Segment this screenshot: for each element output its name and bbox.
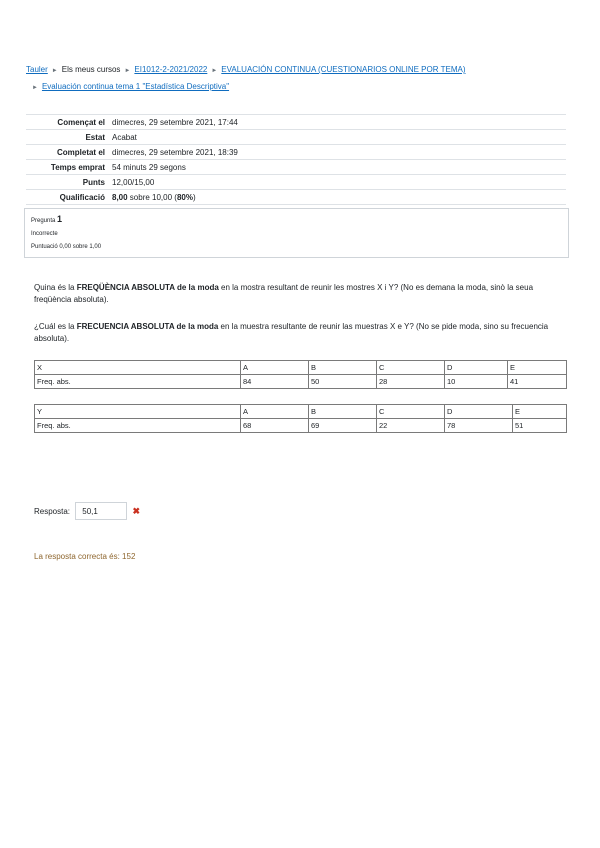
summary-row-time-taken <box>26 160 566 175</box>
table-header-row <box>35 361 567 375</box>
frequency-table-y <box>34 404 567 433</box>
breadcrumb-separator-icon: ► <box>32 85 38 91</box>
table-cell: 50 <box>309 375 377 389</box>
summary-value: dimecres, 29 setembre 2021, 18:39 <box>112 145 566 160</box>
correct-answer-feedback: La resposta correcta és: 152 <box>34 552 136 561</box>
summary-label: Temps emprat <box>26 160 112 175</box>
summary-row-state <box>26 130 566 145</box>
table-cell: 78 <box>445 419 513 433</box>
question-score: Puntuació 0,00 sobre 1,00 <box>31 244 102 250</box>
question-status: Incorrecte <box>31 231 58 237</box>
table-cell: 68 <box>241 419 309 433</box>
frequency-table-x <box>34 360 567 389</box>
table-cell: X <box>35 361 241 375</box>
table-cell: C <box>377 405 445 419</box>
table-row <box>35 419 567 433</box>
table-cell: A <box>241 361 309 375</box>
summary-row-marks <box>26 175 566 190</box>
summary-row-started <box>26 115 566 130</box>
table-cell: Y <box>35 405 241 419</box>
table-cell: D <box>445 361 508 375</box>
summary-value: Acabat <box>112 130 566 145</box>
summary-row-grade <box>26 190 566 205</box>
question-text-catalan <box>34 282 564 305</box>
question-label: Pregunta <box>31 218 56 224</box>
question-number-value: 1 <box>57 214 63 224</box>
answer-input[interactable] <box>75 502 127 520</box>
table-cell: B <box>309 361 377 375</box>
question-text-part: en la muestra resultante de reunir las muestras X e Y? (No se pide moda, sino su frecuencia absoluta). <box>34 322 549 343</box>
table-cell: A <box>241 405 309 419</box>
table-header-row <box>35 405 567 419</box>
summary-value: 54 minuts 29 segons <box>112 160 566 175</box>
breadcrumb-dashboard-link[interactable]: Tauler <box>26 65 48 74</box>
summary-label: Qualificació <box>26 190 112 205</box>
table-cell: Freq. abs. <box>35 419 241 433</box>
table-cell: 51 <box>513 419 567 433</box>
breadcrumb-separator-icon: ► <box>211 68 218 74</box>
table-cell: E <box>508 361 567 375</box>
grade-percent: 80% <box>176 192 193 202</box>
incorrect-x-icon: ✖ <box>132 505 141 516</box>
table-cell: 84 <box>241 375 309 389</box>
summary-grade-value <box>112 190 566 205</box>
summary-label: Punts <box>26 175 112 190</box>
question-number <box>31 213 562 228</box>
table-cell: 41 <box>508 375 567 389</box>
table-cell: D <box>445 405 513 419</box>
table-cell: B <box>309 405 377 419</box>
question-text-part: en la mostra resultant de reunir les mostres X i Y? (No es demana la moda, sinò la seua freqüència absoluta). <box>34 283 534 304</box>
question-text-part: ¿Cuál es la <box>34 322 77 331</box>
table-cell: 10 <box>445 375 508 389</box>
summary-value: 12,00/15,00 <box>112 175 566 190</box>
breadcrumb-separator-icon: ► <box>51 68 58 74</box>
table-row <box>35 375 567 389</box>
summary-value: dimecres, 29 setembre 2021, 17:44 <box>112 115 566 130</box>
summary-label: Començat el <box>26 115 112 130</box>
grade-out-of: sobre 10,00 ( <box>127 192 177 202</box>
breadcrumb-course-link[interactable]: EI1012-2-2021/2022 <box>134 65 208 74</box>
breadcrumb-second-line <box>32 82 229 91</box>
answer-row <box>34 502 140 520</box>
table-cell: Freq. abs. <box>35 375 241 389</box>
question-info-box <box>24 208 569 258</box>
table-cell: E <box>513 405 567 419</box>
breadcrumb-section-link[interactable]: EVALUACIÓN CONTINUA (CUESTIONARIOS ONLINE POR TEMA) <box>221 65 466 74</box>
question-text-spanish <box>34 321 564 344</box>
grade-score: 8,00 <box>112 192 128 202</box>
table-cell: C <box>377 361 445 375</box>
question-text-bold: FRECUENCIA ABSOLUTA de la moda <box>76 322 219 331</box>
table-cell: 22 <box>377 419 445 433</box>
breadcrumb-separator-icon: ► <box>124 68 131 74</box>
question-text-bold: FREQÜÈNCIA ABSOLUTA de la moda <box>76 283 219 292</box>
summary-label: Estat <box>26 130 112 145</box>
summary-row-completed <box>26 145 566 160</box>
breadcrumb <box>26 64 586 77</box>
table-cell: 28 <box>377 375 445 389</box>
answer-label: Resposta: <box>34 506 71 516</box>
attempt-summary-table <box>26 114 566 205</box>
question-text-part: Quina és la <box>34 283 77 292</box>
grade-close-paren: ) <box>192 192 196 202</box>
breadcrumb-my-courses: Els meus cursos <box>61 65 121 74</box>
summary-label: Completat el <box>26 145 112 160</box>
breadcrumb-quiz-link[interactable]: Evaluación continua tema 1 "Estadística Descriptiva" <box>41 82 230 91</box>
table-cell: 69 <box>309 419 377 433</box>
